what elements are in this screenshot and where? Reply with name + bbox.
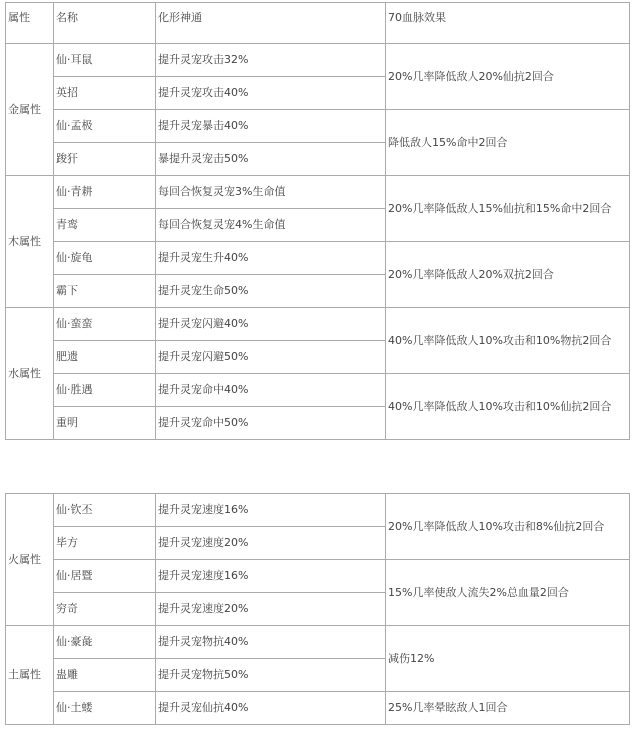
- table-row: [6, 44, 630, 77]
- bloodline-effect: 20%几率降低敌人15%仙抗和15%命中2回合: [386, 176, 630, 242]
- transform-skill: 提升灵宠速度20%: [156, 593, 386, 626]
- bloodline-effect: 20%几率降低敌人20%仙抗2回合: [386, 44, 630, 110]
- pet-name: 仙·旋龟: [54, 242, 156, 275]
- table-row: [6, 626, 630, 659]
- transform-skill: 每回合恢复灵宠3%生命值: [156, 176, 386, 209]
- pet-name: 仙·胜遇: [54, 374, 156, 407]
- table-row: [6, 692, 630, 725]
- transform-skill: 提升灵宠生升40%: [156, 242, 386, 275]
- transform-skill: 暴提升灵宠击50%: [156, 143, 386, 176]
- attribute-cell: 木属性: [6, 176, 54, 308]
- pet-name: 仙·豪彘: [54, 626, 156, 659]
- header-bloodline-effect: 70血脉效果: [386, 3, 630, 44]
- header-transform-skill: 化形神通: [156, 3, 386, 44]
- table-row: [6, 242, 630, 275]
- transform-skill: 提升灵宠速度16%: [156, 560, 386, 593]
- table-row: [6, 494, 630, 527]
- attribute-cell: 土属性: [6, 626, 54, 725]
- bloodline-table-1: [5, 2, 630, 440]
- pet-name: 仙·土蝼: [54, 692, 156, 725]
- transform-skill: 提升灵宠攻击40%: [156, 77, 386, 110]
- pet-name: 霸下: [54, 275, 156, 308]
- bloodline-effect: 15%几率使敌人流失2%总血量2回合: [386, 560, 630, 626]
- attribute-cell: 火属性: [6, 494, 54, 626]
- transform-skill: 提升灵宠生命50%: [156, 275, 386, 308]
- bloodline-effect: 20%几率降低敌人10%攻击和8%仙抗2回合: [386, 494, 630, 560]
- table-row: [6, 308, 630, 341]
- transform-skill: 每回合恢复灵宠4%生命值: [156, 209, 386, 242]
- pet-name: 英招: [54, 77, 156, 110]
- pet-name: 重明: [54, 407, 156, 440]
- pet-name: 肥遗: [54, 341, 156, 374]
- transform-skill: 提升灵宠物抗50%: [156, 659, 386, 692]
- bloodline-effect: 减伤12%: [386, 626, 630, 692]
- bloodline-effect: 25%几率晕眩敌人1回合: [386, 692, 630, 725]
- transform-skill: 提升灵宠物抗40%: [156, 626, 386, 659]
- pet-name: 仙·耳鼠: [54, 44, 156, 77]
- bloodline-effect: 40%几率降低敌人10%攻击和10%物抗2回合: [386, 308, 630, 374]
- attribute-cell: 水属性: [6, 308, 54, 440]
- bloodline-table-2: [5, 493, 630, 725]
- pet-name: 仙·居暨: [54, 560, 156, 593]
- pet-name: 仙·孟极: [54, 110, 156, 143]
- bloodline-effect: 40%几率降低敌人10%攻击和10%仙抗2回合: [386, 374, 630, 440]
- transform-skill: 提升灵宠速度16%: [156, 494, 386, 527]
- transform-skill: 提升灵宠速度20%: [156, 527, 386, 560]
- pet-name: 仙·蛮蛮: [54, 308, 156, 341]
- table-row: [6, 110, 630, 143]
- transform-skill: 提升灵宠攻击32%: [156, 44, 386, 77]
- table-row: [6, 374, 630, 407]
- transform-skill: 提升灵宠命中50%: [156, 407, 386, 440]
- transform-skill: 提升灵宠闪避40%: [156, 308, 386, 341]
- header-name: 名称: [54, 3, 156, 44]
- transform-skill: 提升灵宠命中40%: [156, 374, 386, 407]
- pet-name: 蛊雕: [54, 659, 156, 692]
- transform-skill: 提升灵宠仙抗40%: [156, 692, 386, 725]
- transform-skill: 提升灵宠闪避50%: [156, 341, 386, 374]
- header-attribute: 属性: [6, 3, 54, 44]
- pet-name: 仙·青耕: [54, 176, 156, 209]
- table-row: [6, 176, 630, 209]
- pet-name: 青鸾: [54, 209, 156, 242]
- pet-name: 毕方: [54, 527, 156, 560]
- bloodline-effect: 20%几率降低敌人20%双抗2回合: [386, 242, 630, 308]
- header-row: [6, 3, 630, 44]
- table-row: [6, 560, 630, 593]
- bloodline-effect: 降低敌人15%命中2回合: [386, 110, 630, 176]
- pet-name: 踆犴: [54, 143, 156, 176]
- attribute-cell: 金属性: [6, 44, 54, 176]
- transform-skill: 提升灵宠暴击40%: [156, 110, 386, 143]
- pet-name: 仙·钦丕: [54, 494, 156, 527]
- pet-name: 穷奇: [54, 593, 156, 626]
